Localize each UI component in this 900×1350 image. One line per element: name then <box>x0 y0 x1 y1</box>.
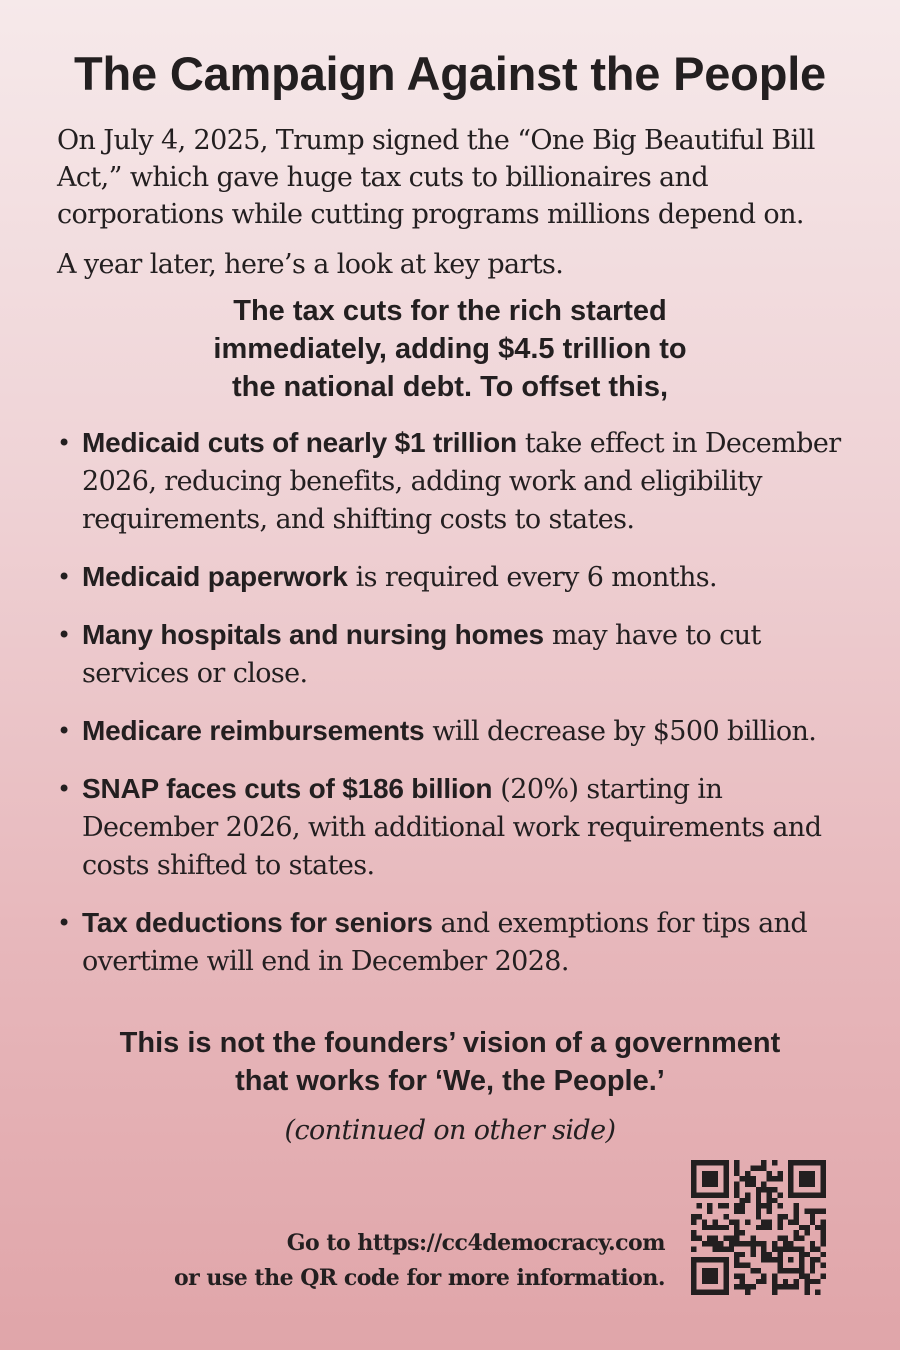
bullet-hospitals <box>57 616 857 693</box>
bullet-text: and exemptions for tips and overtime will end in December 2028. <box>82 908 808 977</box>
footer-info <box>174 1226 665 1296</box>
closing-statement <box>60 1024 840 1100</box>
lead-line: The tax cuts for the rich started <box>233 295 667 327</box>
intro-followup: A year later, here’s a look at key parts. <box>57 249 564 280</box>
bullet-text: take effect in December 2026, reducing benefits, adding work and eligibility requirements, and shifting costs to states. <box>82 428 841 535</box>
bullet-text: is required every 6 months. <box>347 562 718 593</box>
bullet-dot: • <box>57 717 71 745</box>
bullet-list <box>57 424 857 1000</box>
bullet-text: (20%) starting in December 2026, with additional work requirements and costs shifted to states. <box>82 774 822 881</box>
bullet-text: will decrease by $500 billion. <box>424 716 817 747</box>
continued-note: (continued on other side) <box>284 1115 616 1146</box>
qr-code-icon[interactable] <box>691 1160 826 1295</box>
bullet-tax-deductions <box>57 904 857 981</box>
bullet-bold: Many hospitals and nursing homes <box>82 619 544 650</box>
intro-paragraph: On July 4, 2025, Trump signed the “One Big Beautiful Bill Act,” which gave huge tax cuts to billionaires and corporations while cutting programs millions depend on. <box>57 125 815 230</box>
bullet-bold: Tax deductions for seniors <box>82 907 433 938</box>
bullet-medicare <box>57 712 857 751</box>
footer-line: or use the QR code for more information. <box>173 1265 665 1291</box>
bullet-bold: SNAP faces cuts of $186 billion <box>82 773 493 804</box>
bullet-snap <box>57 770 857 885</box>
closing-line: This is not the founders’ vision of a government <box>119 1027 781 1059</box>
bullet-dot: • <box>57 429 71 457</box>
bullet-dot: • <box>57 621 71 649</box>
lead-statement <box>60 292 840 406</box>
closing-line: that works for ‘We, the People.’ <box>235 1065 665 1097</box>
bullet-medicaid-paperwork <box>57 558 857 597</box>
bullet-text: may have to cut services or close. <box>82 620 761 689</box>
bullet-bold: Medicaid cuts of nearly $1 trillion <box>82 427 517 458</box>
bullet-bold: Medicaid paperwork <box>82 561 348 592</box>
bullet-bold: Medicare reimbursements <box>82 715 425 746</box>
bullet-medicaid-cuts <box>57 424 857 539</box>
lead-line: the national debt. To offset this, <box>231 371 669 403</box>
bullet-dot: • <box>57 775 71 803</box>
page-title: The Campaign Against the People <box>74 47 826 100</box>
lead-line: immediately, adding $4.5 trillion to <box>213 333 687 365</box>
footer-line: Go to https://cc4democracy.com <box>286 1230 665 1256</box>
bullet-dot: • <box>57 909 71 937</box>
bullet-dot: • <box>57 563 71 591</box>
